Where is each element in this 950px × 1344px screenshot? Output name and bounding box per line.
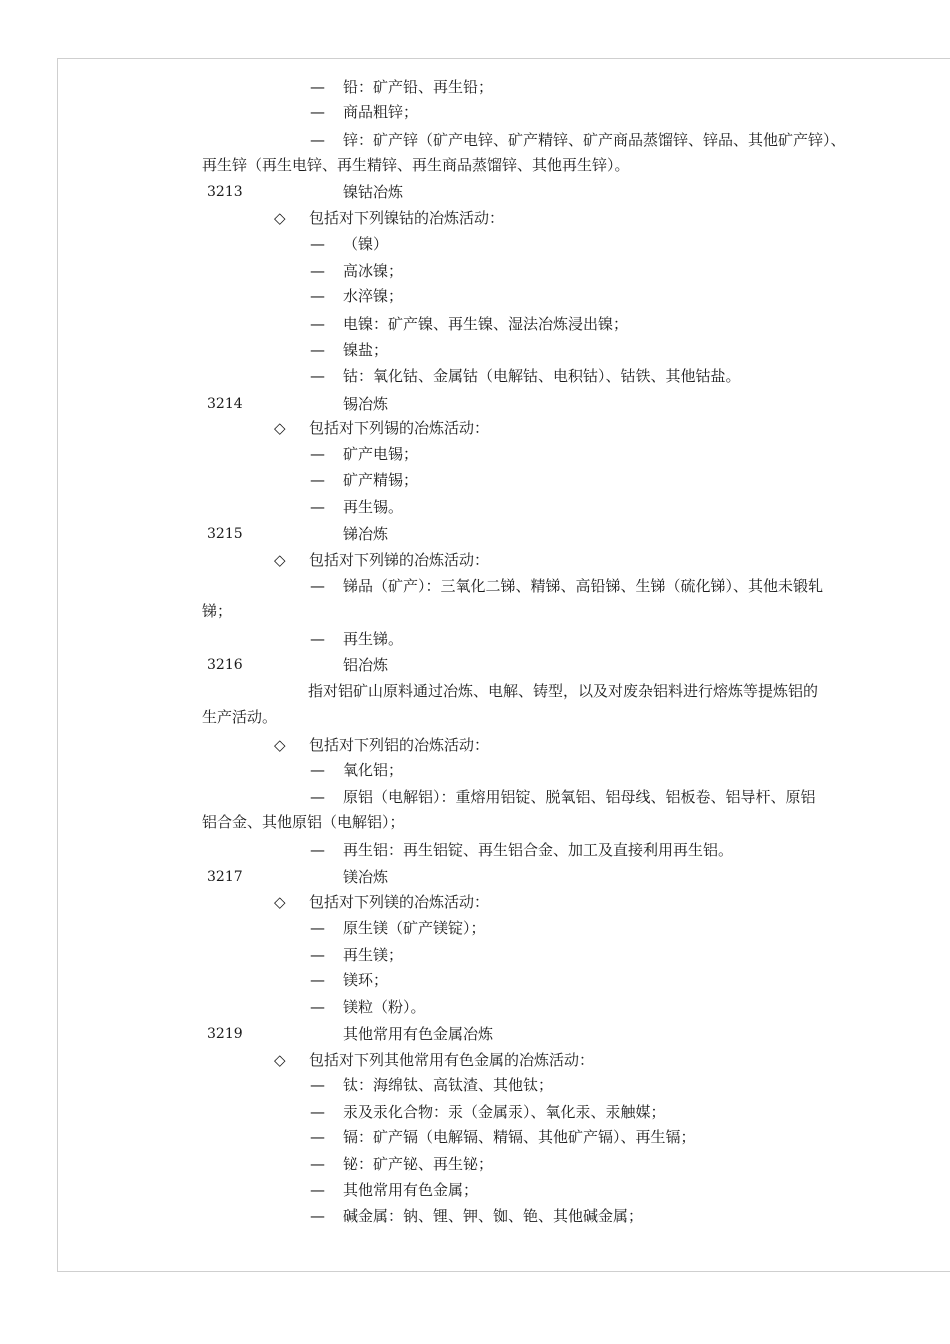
category-title: 镍钴冶炼 [343, 183, 404, 201]
dash-bullet: — [310, 235, 325, 253]
list-item: 其他常用有色金属； [343, 1181, 479, 1199]
list-item: 铅：矿产铅、再生铅； [343, 78, 494, 96]
category-title: 其他常用有色金属冶炼 [343, 1025, 494, 1043]
dash-bullet: — [310, 1103, 325, 1121]
inclusion-heading: 包括对下列锡的冶炼活动： [309, 419, 490, 437]
dash-bullet: — [310, 841, 325, 859]
dash-bullet: — [310, 445, 325, 463]
dash-bullet: — [310, 1128, 325, 1146]
dash-bullet: — [310, 1076, 325, 1094]
dash-bullet: — [310, 103, 325, 121]
dash-bullet: — [310, 315, 325, 333]
dash-bullet: — [310, 367, 325, 385]
inclusion-heading: 包括对下列其他常用有色金属的冶炼活动： [309, 1051, 595, 1069]
dash-bullet: — [310, 1181, 325, 1199]
list-item: 镁环； [343, 971, 389, 989]
continuation-line: 锑； [202, 602, 233, 620]
dash-bullet: — [310, 577, 325, 595]
list-item: 再生镁； [343, 946, 404, 964]
category-code: 3219 [207, 1026, 243, 1042]
list-item: 再生锡。 [343, 498, 404, 516]
inclusion-heading: 包括对下列镍钴的冶炼活动： [309, 209, 505, 227]
category-title: 锑冶炼 [343, 525, 389, 543]
dash-bullet: — [310, 471, 325, 489]
list-item: 锌：矿产锌（矿产电锌、矿产精锌、矿产商品蒸馏锌、锌品、其他矿产锌）、 [343, 131, 846, 149]
dash-bullet: — [310, 131, 325, 149]
list-item: 原铝（电解铝）：重熔用铝锭、脱氧铝、铝母线、铝板卷、铝导杆、原铝 [343, 788, 816, 806]
list-item: 矿产电锡； [343, 445, 419, 463]
category-code: 3214 [207, 396, 243, 412]
continuation-line: 铝合金、其他原铝（电解铝）； [202, 813, 405, 831]
list-item: 镉：矿产镉（电解镉、精镉、其他矿产镉）、再生镉； [343, 1128, 696, 1146]
list-item: 钛：海绵钛、高钛渣、其他钛； [343, 1076, 554, 1094]
inclusion-heading: 包括对下列镁的冶炼活动： [309, 893, 490, 911]
list-item: 再生铝：再生铝锭、再生铝合金、加工及直接利用再生铝。 [343, 841, 734, 859]
inclusion-heading: 包括对下列铝的冶炼活动： [309, 736, 490, 754]
list-item: 铋：矿产铋、再生铋； [343, 1155, 494, 1173]
diamond-bullet: ◇ [274, 419, 286, 437]
category-code: 3215 [207, 526, 243, 542]
diamond-bullet: ◇ [274, 1051, 286, 1069]
list-item: 锑品（矿产）：三氧化二锑、精锑、高铅锑、生锑（硫化锑）、其他未锻轧 [343, 577, 824, 595]
dash-bullet: — [310, 788, 325, 806]
continuation-line: 生产活动。 [202, 708, 278, 726]
continuation-line: 再生锌（再生电锌、再生精锌、再生商品蒸馏锌、其他再生锌）。 [202, 156, 630, 174]
category-title: 镁冶炼 [343, 868, 389, 886]
diamond-bullet: ◇ [274, 893, 286, 911]
category-description: 指对铝矿山原料通过冶炼、电解、铸型，以及对废杂铝料进行熔炼等提炼铝的 [308, 682, 819, 700]
dash-bullet: — [310, 998, 325, 1016]
dash-bullet: — [310, 1155, 325, 1173]
list-item: 水淬镍； [343, 287, 404, 305]
category-code: 3216 [207, 657, 243, 673]
dash-bullet: — [310, 78, 325, 96]
category-code: 3213 [207, 184, 243, 200]
list-item: 原生镁（矿产镁锭）； [343, 919, 486, 937]
dash-bullet: — [310, 341, 325, 359]
list-item: 汞及汞化合物：汞（金属汞）、氧化汞、汞触媒； [343, 1103, 666, 1121]
list-item: 高冰镍； [343, 262, 404, 280]
diamond-bullet: ◇ [274, 209, 286, 227]
list-item: 镁粒（粉）。 [343, 998, 426, 1016]
list-item: 矿产精锡； [343, 471, 419, 489]
dash-bullet: — [310, 971, 325, 989]
dash-bullet: — [310, 287, 325, 305]
category-title: 铝冶炼 [343, 656, 389, 674]
list-item: 商品粗锌； [343, 103, 419, 121]
list-item: 电镍：矿产镍、再生镍、湿法冶炼浸出镍； [343, 315, 629, 333]
list-item: 氧化铝； [343, 761, 404, 779]
list-item: 钴：氧化钴、金属钴（电解钴、电积钴）、钴铁、其他钴盐。 [343, 367, 741, 385]
diamond-bullet: ◇ [274, 736, 286, 754]
list-item: （镍） [343, 235, 389, 253]
dash-bullet: — [310, 498, 325, 516]
dash-bullet: — [310, 1207, 325, 1225]
dash-bullet: — [310, 630, 325, 648]
inclusion-heading: 包括对下列锑的冶炼活动： [309, 551, 490, 569]
dash-bullet: — [310, 919, 325, 937]
diamond-bullet: ◇ [274, 551, 286, 569]
category-code: 3217 [207, 869, 243, 885]
dash-bullet: — [310, 946, 325, 964]
list-item: 再生锑。 [343, 630, 404, 648]
dash-bullet: — [310, 761, 325, 779]
list-item: 镍盐； [343, 341, 389, 359]
dash-bullet: — [310, 262, 325, 280]
list-item: 碱金属：钠、锂、钾、铷、铯、其他碱金属； [343, 1207, 644, 1225]
category-title: 锡冶炼 [343, 395, 389, 413]
